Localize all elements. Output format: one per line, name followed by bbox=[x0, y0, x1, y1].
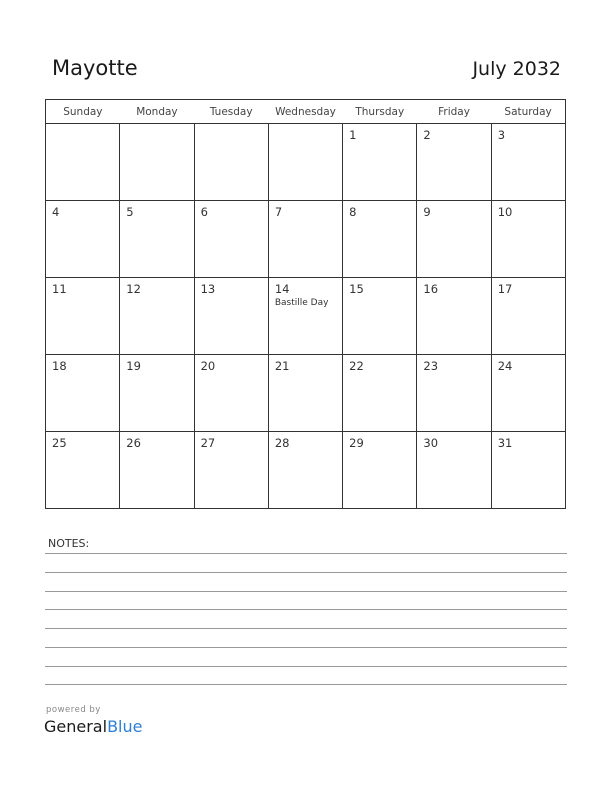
day-number: 10 bbox=[497, 205, 513, 219]
calendar-day-cell[interactable] bbox=[194, 432, 268, 509]
calendar-day-cell[interactable] bbox=[268, 201, 342, 278]
calendar-day-cell[interactable] bbox=[417, 278, 491, 355]
day-number: 27 bbox=[200, 436, 216, 450]
calendar-day-cell[interactable] bbox=[343, 124, 417, 201]
calendar-day-cell[interactable] bbox=[46, 278, 120, 355]
calendar-day-cell[interactable] bbox=[120, 355, 194, 432]
calendar-day-cell[interactable] bbox=[343, 278, 417, 355]
weekday-header-row bbox=[46, 100, 566, 124]
calendar-day-cell[interactable] bbox=[120, 201, 194, 278]
day-number: 22 bbox=[349, 359, 364, 373]
calendar-week-row bbox=[46, 355, 566, 432]
day-number bbox=[46, 124, 119, 129]
calendar-day-cell[interactable] bbox=[268, 355, 342, 432]
day-number: 9 bbox=[423, 205, 431, 219]
calendar-region-title: Mayotte bbox=[52, 56, 138, 80]
day-number: 23 bbox=[423, 359, 439, 373]
calendar-day-cell[interactable] bbox=[120, 124, 194, 201]
calendar-month-year: July 2032 bbox=[472, 58, 561, 80]
notes-line bbox=[45, 666, 567, 667]
calendar-week-row bbox=[46, 432, 566, 509]
calendar-day-cell[interactable] bbox=[491, 278, 565, 355]
weekday-thursday: Thursday bbox=[343, 100, 417, 124]
day-number: 25 bbox=[52, 436, 67, 450]
calendar-day-cell[interactable] bbox=[46, 201, 120, 278]
calendar-day-cell[interactable] bbox=[268, 124, 342, 201]
calendar-day-cell[interactable] bbox=[343, 432, 417, 509]
notes-line bbox=[45, 572, 567, 573]
calendar-day-cell[interactable] bbox=[46, 432, 120, 509]
day-number: 2 bbox=[423, 128, 431, 142]
calendar-week-row bbox=[46, 201, 566, 278]
logo-text-general: General bbox=[44, 717, 108, 736]
notes-line bbox=[45, 553, 567, 554]
calendar-day-cell[interactable] bbox=[268, 278, 342, 355]
calendar-grid bbox=[45, 99, 566, 509]
calendar-day-cell[interactable] bbox=[491, 124, 565, 201]
day-number bbox=[269, 124, 342, 129]
powered-by-text: powered by bbox=[46, 705, 101, 715]
day-number: 20 bbox=[200, 359, 216, 373]
day-number: 4 bbox=[52, 205, 60, 219]
notes-line bbox=[45, 609, 567, 610]
notes-line bbox=[45, 591, 567, 592]
weekday-saturday: Saturday bbox=[491, 100, 565, 124]
weekday-wednesday: Wednesday bbox=[268, 100, 342, 124]
calendar-week-row bbox=[46, 124, 566, 201]
day-number: 17 bbox=[497, 282, 513, 296]
calendar-day-cell[interactable] bbox=[46, 355, 120, 432]
calendar-day-cell[interactable] bbox=[417, 201, 491, 278]
calendar-day-cell[interactable] bbox=[268, 432, 342, 509]
calendar-day-cell[interactable] bbox=[417, 124, 491, 201]
holiday-label: Bastille Day bbox=[274, 297, 329, 308]
day-number: 8 bbox=[349, 205, 357, 219]
day-number: 1 bbox=[349, 128, 357, 142]
day-number: 29 bbox=[349, 436, 364, 450]
notes-line bbox=[45, 684, 567, 685]
calendar-day-cell[interactable] bbox=[120, 278, 194, 355]
day-number: 30 bbox=[423, 436, 439, 450]
calendar-day-cell[interactable] bbox=[491, 355, 565, 432]
weekday-sunday: Sunday bbox=[46, 100, 120, 124]
calendar-week-row bbox=[46, 278, 566, 355]
calendar-day-cell[interactable] bbox=[194, 201, 268, 278]
day-number: 7 bbox=[274, 205, 283, 219]
weekday-monday: Monday bbox=[120, 100, 194, 124]
day-number: 6 bbox=[200, 205, 208, 219]
day-number: 11 bbox=[52, 282, 67, 296]
notes-line bbox=[45, 647, 567, 648]
calendar-day-cell[interactable] bbox=[120, 432, 194, 509]
calendar-day-cell[interactable] bbox=[194, 355, 268, 432]
day-number: 28 bbox=[274, 436, 290, 450]
calendar-day-cell[interactable] bbox=[194, 278, 268, 355]
day-number: 14 bbox=[274, 282, 290, 296]
notes-line bbox=[45, 628, 567, 629]
day-number: 26 bbox=[126, 436, 141, 450]
day-number: 24 bbox=[497, 359, 513, 373]
logo-text-blue: Blue bbox=[107, 717, 143, 736]
generalblue-logo[interactable] bbox=[44, 717, 142, 736]
day-number: 13 bbox=[200, 282, 216, 296]
calendar-day-cell[interactable] bbox=[491, 432, 565, 509]
weekday-friday: Friday bbox=[417, 100, 491, 124]
day-number: 15 bbox=[349, 282, 364, 296]
day-number: 19 bbox=[126, 359, 141, 373]
day-number: 5 bbox=[126, 205, 134, 219]
day-number: 12 bbox=[126, 282, 141, 296]
calendar-day-cell[interactable] bbox=[46, 124, 120, 201]
weekday-tuesday: Tuesday bbox=[194, 100, 268, 124]
calendar-day-cell[interactable] bbox=[194, 124, 268, 201]
calendar-day-cell[interactable] bbox=[417, 355, 491, 432]
notes-label: NOTES: bbox=[48, 537, 90, 550]
calendar-day-cell[interactable] bbox=[343, 355, 417, 432]
day-number: 3 bbox=[497, 128, 506, 142]
day-number bbox=[120, 124, 193, 129]
day-number: 18 bbox=[52, 359, 67, 373]
day-number: 21 bbox=[274, 359, 290, 373]
day-number: 31 bbox=[497, 436, 513, 450]
calendar-day-cell[interactable] bbox=[417, 432, 491, 509]
day-number: 16 bbox=[423, 282, 439, 296]
calendar-day-cell[interactable] bbox=[491, 201, 565, 278]
day-number bbox=[195, 124, 268, 129]
calendar-day-cell[interactable] bbox=[343, 201, 417, 278]
